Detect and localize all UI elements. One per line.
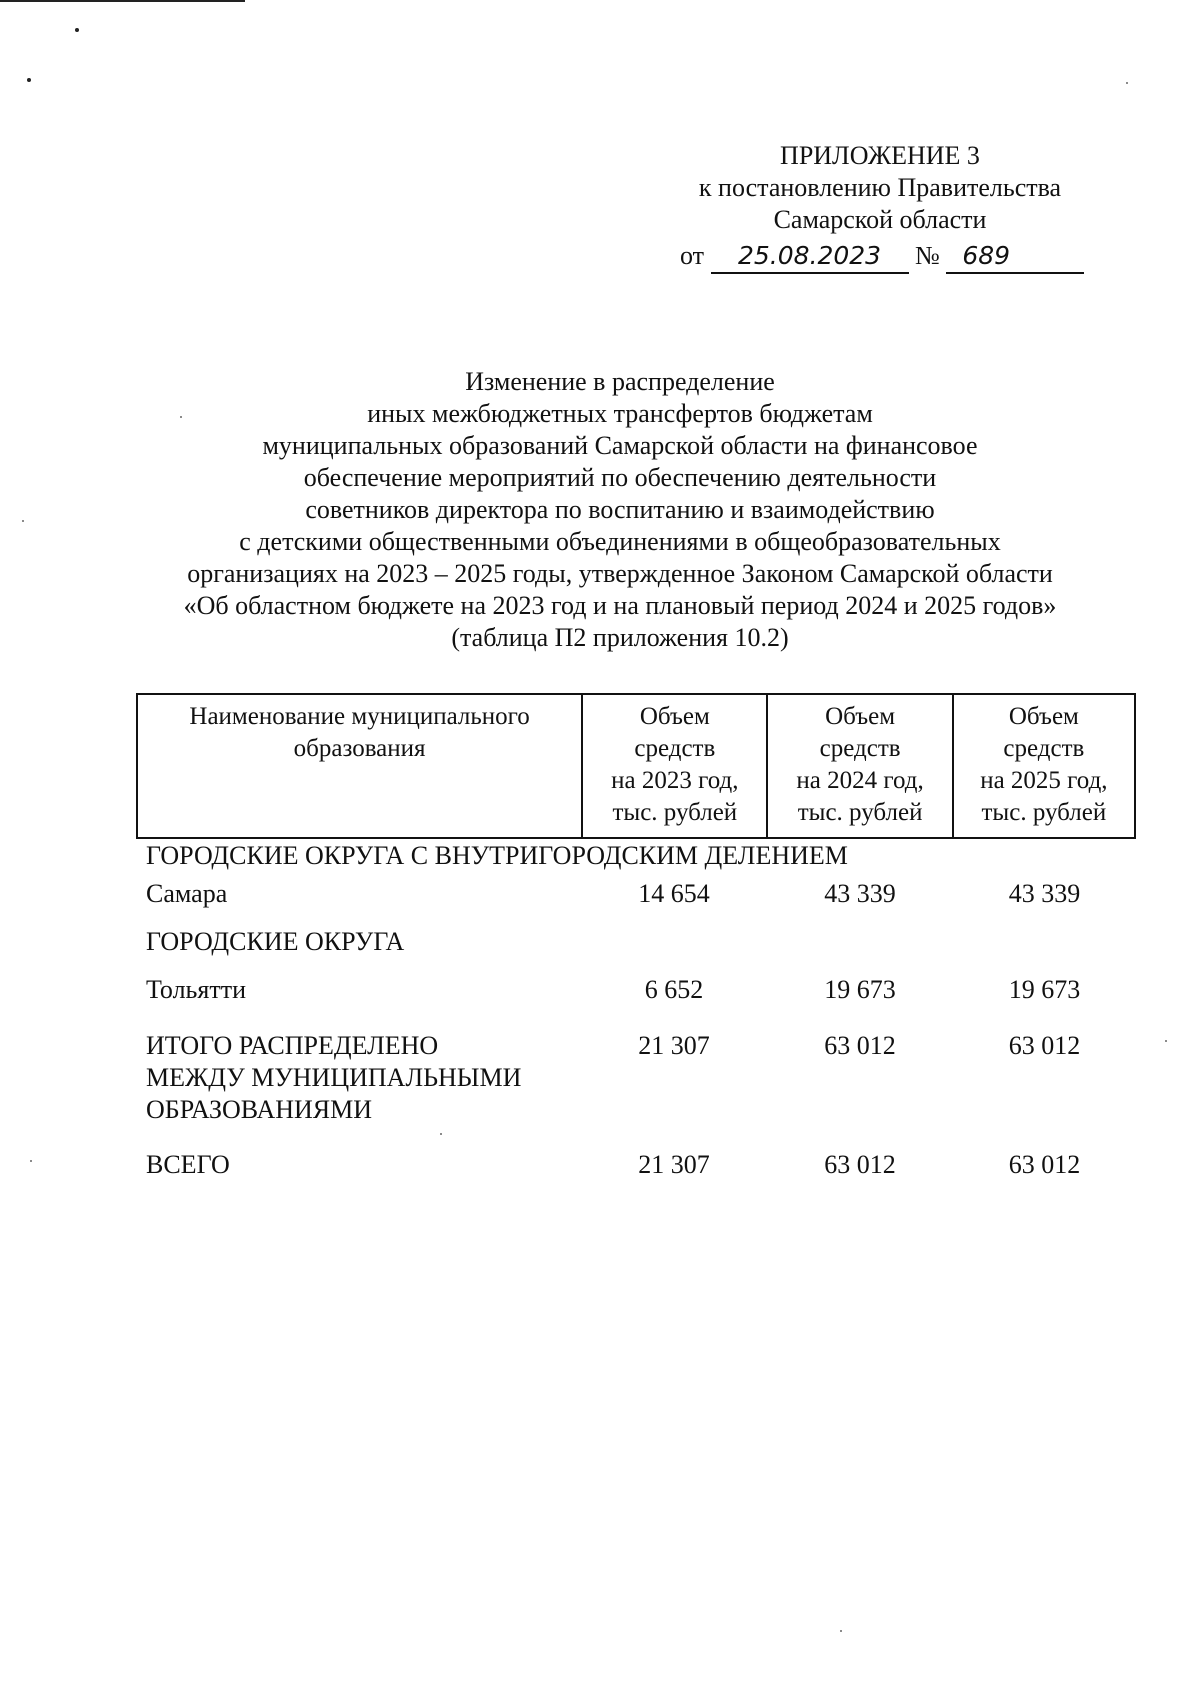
title-line: обеспечение мероприятий по обеспечению деятельности bbox=[303, 463, 937, 492]
title-line: «Об областном бюджете на 2023 год и на плановый период 2024 и 2025 годов» bbox=[183, 591, 1057, 620]
section-heading: ГОРОДСКИЕ ОКРУГА bbox=[146, 927, 405, 956]
row-name-line: Тольятти bbox=[146, 975, 247, 1004]
date-prefix: от bbox=[680, 241, 705, 270]
header-2023 bbox=[581, 695, 766, 837]
row-name-line: МЕЖДУ МУНИЦИПАЛЬНЫМИ bbox=[146, 1063, 522, 1092]
document-title bbox=[120, 366, 1120, 654]
scan-speck bbox=[1165, 1040, 1167, 1042]
row-name bbox=[146, 1149, 576, 1181]
header-municipality bbox=[138, 695, 581, 837]
row-name bbox=[146, 878, 576, 910]
handwritten-date: 25.08.2023 bbox=[711, 240, 909, 274]
header-text: тыс. рублей bbox=[981, 799, 1107, 826]
value-2024: 43 339 bbox=[824, 879, 896, 908]
scan-speck bbox=[27, 78, 31, 82]
header-text: на 2025 год, bbox=[980, 767, 1108, 794]
appendix-region: Самарской области bbox=[773, 205, 987, 234]
value-2024: 19 673 bbox=[824, 975, 896, 1004]
scan-speck bbox=[75, 28, 79, 32]
value-2024: 63 012 bbox=[824, 1031, 896, 1060]
table-row-total-distributed bbox=[136, 1030, 1136, 1130]
header-text: средств bbox=[819, 735, 901, 762]
value-2023: 6 652 bbox=[644, 975, 704, 1004]
title-line: Изменение в распределение bbox=[465, 367, 775, 396]
value-2025: 43 339 bbox=[1008, 879, 1081, 908]
value-2025: 19 673 bbox=[1008, 975, 1081, 1004]
row-name bbox=[146, 1030, 576, 1126]
header-2024 bbox=[766, 695, 951, 837]
appendix-header bbox=[660, 140, 1100, 236]
appendix-reference: к постановлению Правительства bbox=[698, 173, 1062, 202]
title-line: иных межбюджетных трансфертов бюджетам bbox=[367, 399, 873, 428]
header-text: Объем bbox=[825, 703, 896, 730]
table-row-grand-total bbox=[136, 1149, 1136, 1249]
row-name-line: ОБРАЗОВАНИЯМИ bbox=[146, 1095, 373, 1124]
header-text: Объем bbox=[639, 703, 710, 730]
row-name-line: Самара bbox=[146, 879, 228, 908]
header-text: на 2023 год, bbox=[611, 767, 739, 794]
value-2025: 63 012 bbox=[1008, 1031, 1081, 1060]
number-sign: № bbox=[915, 241, 940, 270]
title-line: муниципальных образований Самарской области на финансовое bbox=[262, 431, 978, 460]
row-name bbox=[146, 974, 576, 1006]
header-text: на 2024 год, bbox=[796, 767, 924, 794]
header-text: средств bbox=[634, 735, 716, 762]
appendix-number: ПРИЛОЖЕНИЕ 3 bbox=[780, 141, 980, 170]
header-text: тыс. рублей bbox=[797, 799, 923, 826]
row-name-line: ВСЕГО bbox=[146, 1150, 230, 1179]
title-line: с детскими общественными объединениями в общеобразовательных bbox=[239, 527, 1001, 556]
scan-speck bbox=[30, 1160, 32, 1162]
handwritten-number: 689 bbox=[946, 240, 1084, 274]
order-date-number bbox=[680, 240, 1084, 274]
scan-speck bbox=[440, 1133, 442, 1135]
header-text: Наименование муниципального bbox=[189, 703, 530, 730]
scan-speck bbox=[1126, 82, 1128, 84]
value-2023: 21 307 bbox=[638, 1031, 710, 1060]
header-2025 bbox=[952, 695, 1134, 837]
title-line: (таблица П2 приложения 10.2) bbox=[451, 623, 789, 652]
scan-speck bbox=[840, 1630, 842, 1632]
title-line: советников директора по воспитанию и взаимодействию bbox=[305, 495, 935, 524]
table-header bbox=[136, 693, 1136, 839]
header-text: тыс. рублей bbox=[612, 799, 738, 826]
value-2023: 14 654 bbox=[638, 879, 710, 908]
section-heading: ГОРОДСКИЕ ОКРУГА С ВНУТРИГОРОДСКИМ ДЕЛЕНИЕМ bbox=[146, 841, 848, 870]
header-text: средств bbox=[1003, 735, 1085, 762]
header-text: Объем bbox=[1008, 703, 1079, 730]
value-2024: 63 012 bbox=[824, 1150, 896, 1179]
scan-speck bbox=[22, 520, 24, 522]
title-line: организациях на 2023 – 2025 годы, утвержденное Законом Самарской области bbox=[187, 559, 1053, 588]
scan-edge-line bbox=[0, 0, 245, 2]
row-name-line: ИТОГО РАСПРЕДЕЛЕНО bbox=[146, 1031, 439, 1060]
value-2025: 63 012 bbox=[1008, 1150, 1081, 1179]
header-text: образования bbox=[293, 735, 426, 762]
value-2023: 21 307 bbox=[638, 1150, 710, 1179]
